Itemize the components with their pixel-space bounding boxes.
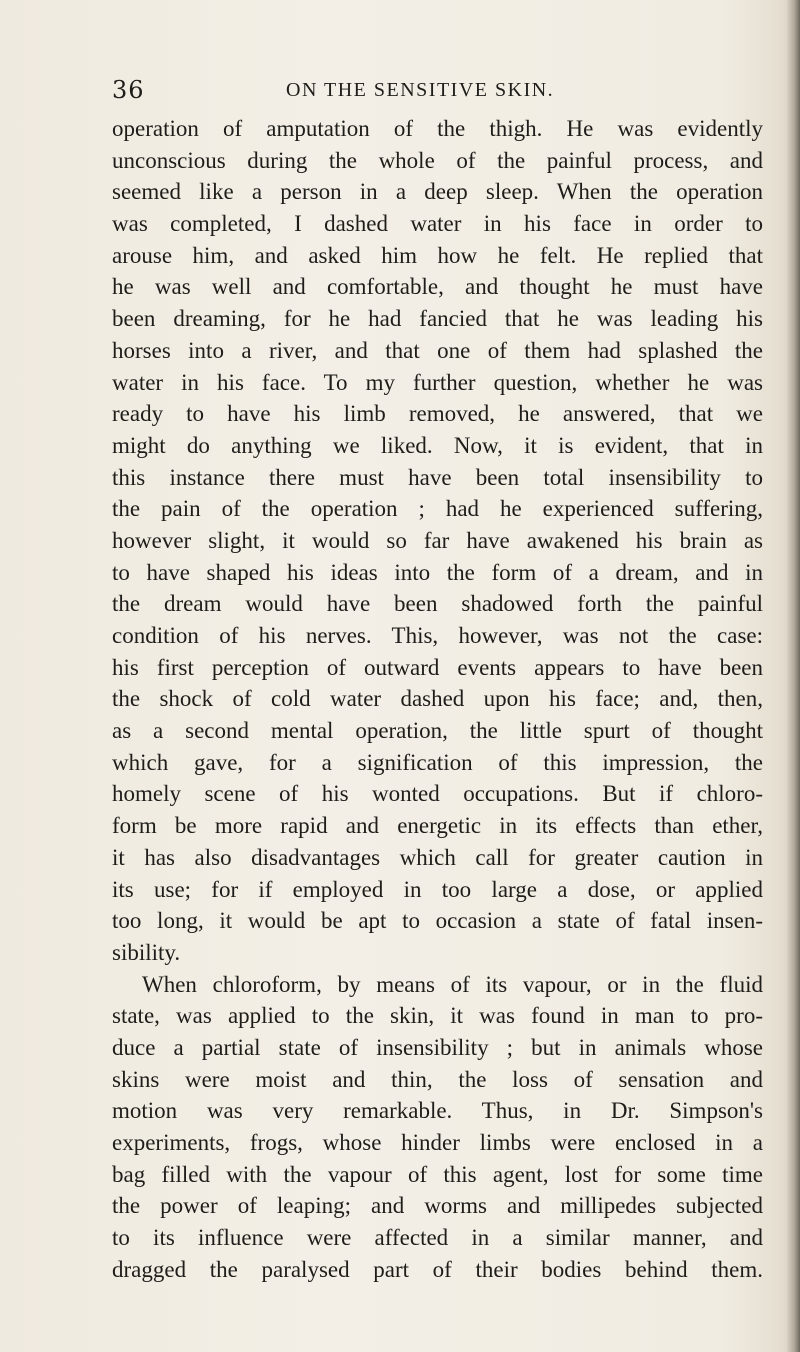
text-line: seemed like a person in a deep sleep. When the operation — [112, 179, 763, 205]
running-title: ON THE SENSITIVE SKIN. — [286, 79, 555, 101]
text-line: the dream would have been shadowed forth the painful — [112, 591, 763, 617]
text-line: skins were moist and thin, the loss of sensation and — [112, 1066, 763, 1092]
text-line: state, was applied to the skin, it was found in man to pro- — [112, 1003, 763, 1029]
text-line: this instance there must have been total insensibility to — [112, 464, 763, 490]
text-line: dragged the paralysed part of their bodies behind them. — [112, 1256, 763, 1282]
text-line: to its influence were affected in a similar manner, and — [112, 1225, 763, 1251]
text-line: too long, it would be apt to occasion a state of fatal insen- — [112, 908, 763, 934]
text-line: homely scene of his wonted occupations. But if chloro- — [112, 781, 763, 807]
text-line: as a second mental operation, the little spurt of thought — [112, 718, 763, 744]
text-line: been dreaming, for he had fancied that he was leading his — [112, 306, 763, 332]
text-line: motion was very remarkable. Thus, in Dr. Simpson's — [112, 1098, 763, 1124]
text-line: however slight, it would so far have awakened his brain as — [112, 527, 763, 553]
text-line: he was well and comfortable, and thought he must have — [112, 274, 763, 300]
text-line: its use; for if employed in too large a dose, or applied — [112, 876, 763, 902]
text-line: his first perception of outward events appears to have been — [112, 654, 763, 680]
page-number: 36 — [112, 76, 145, 104]
text-line: to have shaped his ideas into the form of a dream, and in — [112, 559, 763, 585]
text-line: duce a partial state of insensibility ; but in animals whose — [112, 1034, 763, 1060]
text-line: the power of leaping; and worms and millipedes subjected — [112, 1193, 763, 1219]
text-line: horses into a river, and that one of them had splashed the — [112, 337, 763, 363]
paragraph-start-line: When chloroform, by means of its vapour, or in the fluid — [142, 971, 763, 997]
text-line: ready to have his limb removed, he answered, that we — [112, 401, 763, 427]
text-line: condition of his nerves. This, however, was not the case: — [112, 623, 763, 648]
page-edge-shadow — [786, 0, 800, 1352]
text-line: might do anything we liked. Now, it is evident, that in — [112, 432, 763, 458]
text-line: experiments, frogs, whose hinder limbs were enclosed in a — [112, 1130, 763, 1155]
text-line: arouse him, and asked him how he felt. He replied that — [112, 242, 763, 268]
paragraph-end-line: sibility. — [112, 939, 181, 965]
text-line: unconscious during the whole of the painful process, and — [112, 147, 763, 173]
text-line: was completed, I dashed water in his face in order to — [112, 211, 763, 237]
body-text — [112, 113, 763, 1285]
text-line: the pain of the operation ; had he experienced suffering, — [112, 496, 763, 522]
text-line: form be more rapid and energetic in its effects than ether, — [112, 813, 763, 839]
page-header — [0, 76, 800, 116]
text-line: the shock of cold water dashed upon his face; and, then, — [112, 686, 763, 712]
text-line: water in his face. To my further question, whether he was — [112, 369, 763, 395]
text-line: it has also disadvantages which call for greater caution in — [112, 844, 763, 870]
text-line: bag filled with the vapour of this agent, lost for some time — [112, 1161, 763, 1187]
text-line: operation of amputation of the thigh. He was evidently — [112, 116, 763, 141]
text-line: which gave, for a signification of this impression, the — [112, 749, 763, 775]
